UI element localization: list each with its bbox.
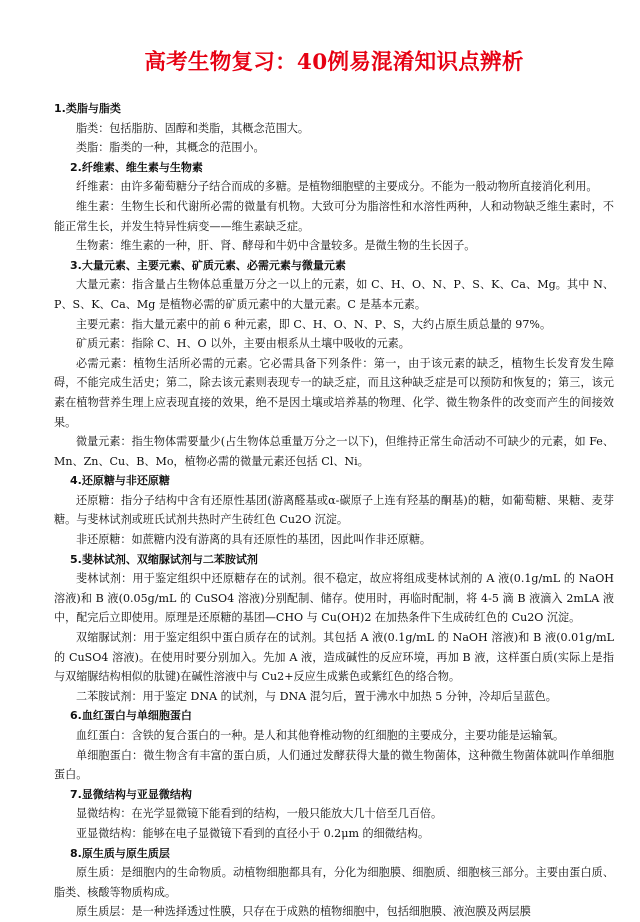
section-heading-7: 7.显微结构与亚显微结构 — [70, 787, 192, 801]
paragraph: 原生质：是细胞内的生命物质。动植物细胞都具有，分化为细胞膜、细胞质、细胞核三部分。主要由蛋白质、脂类、核酸等物质构成。 — [54, 866, 614, 899]
document-title: 高考生物复习：40例易混淆知识点辨析 — [144, 50, 524, 75]
paragraph: 维生素：生物生长和代谢所必需的微量有机物。大致可分为脂溶性和水溶性两种，人和动物缺乏维生素时，不能正常生长，并发生特异性病变——维生素缺乏症。 — [54, 199, 614, 233]
paragraph: 还原糖：指分子结构中含有还原性基团(游离醛基或α-碳原子上连有羟基的酮基)的糖，如葡萄糖、果糖、麦芽糖。与斐林试剂或班氏试剂共热时产生砖红色 Cu2O 沉淀。 — [54, 493, 614, 527]
section-heading-6: 6.血红蛋白与单细胞蛋白 — [70, 709, 192, 723]
paragraph: 原生质层：是一种选择透过性膜，只存在于成熟的植物细胞中，包括细胞膜、液泡膜及两层膜 — [76, 905, 531, 919]
paragraph: 主要元素：指大量元素中的前 6 种元素，即 C、H、O、N、P、S，大约占原生质总量的 97%。 — [76, 317, 552, 331]
paragraph: 类脂：脂类的一种，其概念的范围小。 — [76, 141, 265, 155]
paragraph: 双缩脲试剂：用于鉴定组织中蛋白质存在的试剂。其包括 A 液(0.1g/mL 的 NaOH 溶液)和 B 液(0.01g/mL 的 CuSO4 溶液)。在使用时要分别加入。先加 A 液，造成碱性的反应环境，再加 B 液，这样蛋白质(实际上是指与双缩脲结构相似的肽键)在碱性溶液中与 Cu2+反应生成紫色或紫红色的络合物。 — [54, 631, 614, 684]
section-heading-5: 5.斐林试剂、双缩脲试剂与二苯胺试剂 — [70, 552, 258, 566]
paragraph: 斐林试剂：用于鉴定组织中还原糖存在的试剂。很不稳定，故应将组成斐林试剂的 A 液(0.1g/mL 的 NaOH 溶液)和 B 液(0.05g/mL 的 CuSO4 溶液)分别配制、储存。使用时，再临时配制，将 4-5 滴 B 液滴入 2mLA 液中，配完后立即使用。原理是还原糖的基团—CHO 与 Cu(OH)2 在加热条件下生成砖红色的 Cu2O 沉淀。 — [54, 572, 614, 625]
paragraph: 矿质元素：指除 C、H、O 以外，主要由根系从土壤中吸收的元素。 — [76, 337, 410, 351]
section-heading-4: 4.还原糖与非还原糖 — [70, 474, 170, 488]
paragraph: 单细胞蛋白：微生物含有丰富的蛋白质，人们通过发酵获得大量的微生物菌体，这种微生物菌体就叫作单细胞蛋白。 — [54, 748, 614, 782]
paragraph: 微量元素：指生物体需要量少(占生物体总重量万分之一以下)，但维持正常生命活动不可缺少的元素，如 Fe、Mn、Zn、Cu、B、Mo，植物必需的微量元素还包括 Cl、Ni。 — [54, 435, 614, 468]
section-heading-1: 1.类脂与脂类 — [54, 102, 121, 115]
section-heading-8: 8.原生质与原生质层 — [70, 846, 170, 860]
paragraph: 纤维素：由许多葡萄糖分子结合而成的多糖。是植物细胞壁的主要成分。不能为一般动物所直接消化利用。 — [76, 180, 598, 194]
paragraph: 血红蛋白：含铁的复合蛋白的一种。是人和其他脊椎动物的红细胞的主要成分，主要功能是运输氧。 — [76, 729, 565, 742]
paragraph: 显微结构：在光学显微镜下能看到的结构，一般只能放大几十倍至几百倍。 — [76, 807, 443, 821]
section-heading-3: 3.大量元素、主要元素、矿质元素、必需元素与微量元素 — [70, 258, 346, 272]
paragraph: 脂类：包括脂肪、固醇和类脂，其概念范围大。 — [76, 121, 309, 135]
paragraph: 生物素：维生素的一种，肝、肾、酵母和牛奶中含量较多。是微生物的生长因子。 — [76, 239, 476, 253]
paragraph: 非还原糖：如蔗糖内没有游离的具有还原性的基团，因此叫作非还原糖。 — [76, 533, 432, 547]
paragraph: 二苯胺试剂：用于鉴定 DNA 的试剂，与 DNA 混匀后，置于沸水中加热 5 分钟，冷却后呈蓝色。 — [76, 689, 557, 703]
document-body — [54, 99, 614, 922]
paragraph: 大量元素：指含量占生物体总重量万分之一以上的元素，如 C、H、O、N、P、S、K、Ca、Mg。其中 N、P、S、K、Ca、Mg 是植物必需的矿质元素中的大量元素。C 是基本元素。 — [54, 278, 614, 311]
paragraph: 必需元素：植物生活所必需的元素。它必需具备下列条件：第一，由于该元素的缺乏，植物生长发育发生障碍，不能完成生活史；第二，除去该元素则表现专一的缺乏症，而且这种缺乏症是可以预防和恢复的；第三，该元素在植物营养生理上应表现直接的效果，绝不是因土壤或培养基的物理、化学、微生物条件的改变而产生的间接效果。 — [54, 356, 614, 429]
paragraph: 亚显微结构：能够在电子显微镜下看到的直径小于 0.2μm 的细微结构。 — [76, 826, 430, 840]
section-heading-2: 2.纤维素、维生素与生物素 — [70, 160, 203, 174]
